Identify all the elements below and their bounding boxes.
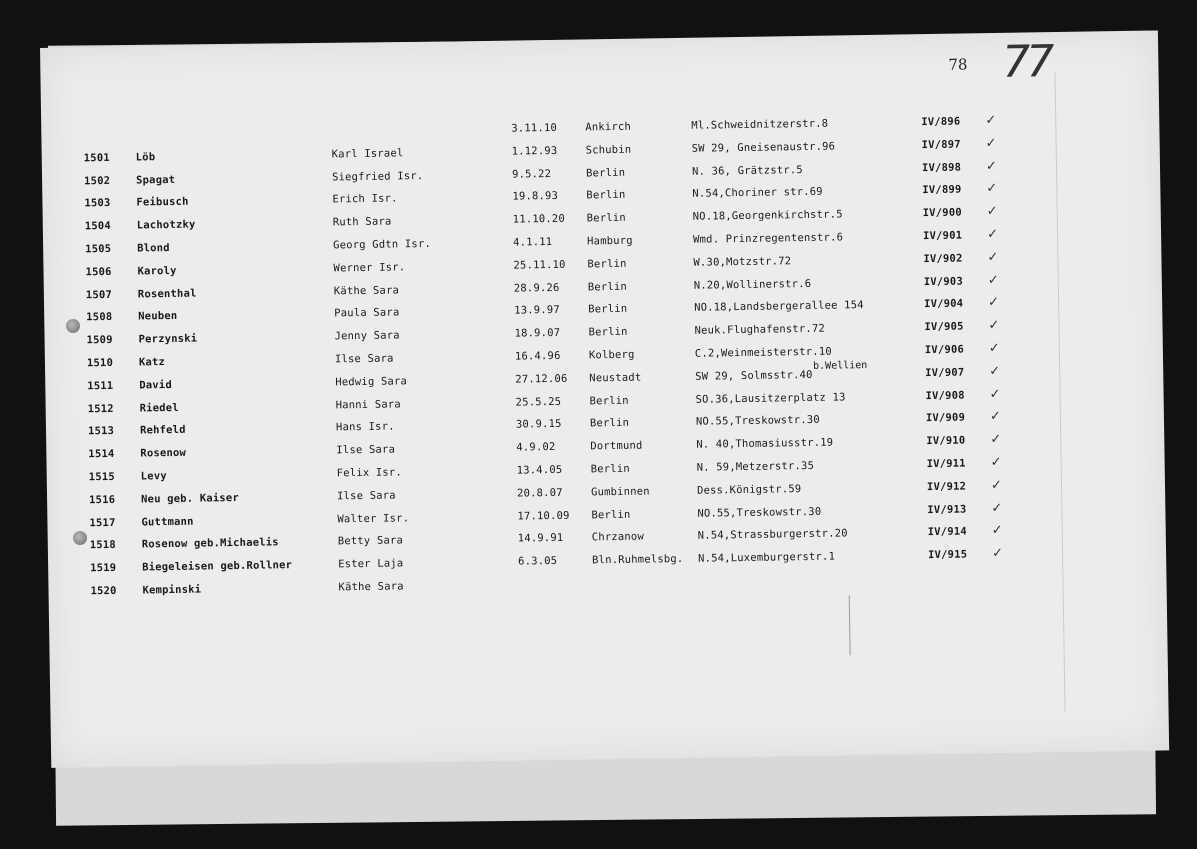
reference-number: IV/907	[925, 366, 965, 379]
row-number: 1505	[85, 242, 112, 256]
check-mark-icon: ✓	[986, 226, 999, 243]
reference-number: IV/899	[922, 183, 962, 197]
reference-number: IV/901	[922, 229, 963, 243]
birth-date: 27.12.06	[515, 372, 568, 386]
given-name: Paula Sara	[334, 306, 400, 320]
birth-date: 1.12.93	[511, 144, 558, 158]
row-number: 1511	[87, 379, 114, 393]
surname: Biegeleisen geb.Rollner	[142, 559, 293, 574]
birth-date: 17.10.09	[517, 509, 570, 523]
address: Neuk.Flughafenstr.72	[694, 322, 826, 337]
check-mark-icon: ✓	[988, 318, 1000, 334]
reference-number: IV/912	[926, 480, 967, 493]
row-number: 1519	[90, 562, 117, 575]
address: NO.55,Treskowstr.30	[697, 505, 822, 520]
birth-place: Gumbinnen	[590, 485, 650, 499]
check-mark-icon: ✓	[986, 181, 998, 197]
reference-number: IV/902	[923, 252, 963, 265]
reference-number: IV/905	[924, 320, 964, 334]
birth-place: Kolberg	[588, 348, 635, 362]
address: N.54,Strassburgerstr.20	[697, 527, 848, 543]
birth-date: 25.11.10	[513, 258, 566, 272]
birth-place: Berlin	[589, 417, 630, 430]
check-mark-icon: ✓	[990, 454, 1002, 471]
punch-hole-icon	[73, 531, 87, 545]
reference-number: IV/906	[924, 343, 965, 357]
birth-date: 14.9.91	[517, 532, 564, 545]
given-name: Ilse Sara	[336, 443, 396, 457]
given-name: Werner Isr.	[333, 261, 406, 275]
row-number: 1516	[89, 493, 116, 507]
document-sheet	[40, 30, 1169, 767]
given-name: Karl Israel	[331, 147, 404, 161]
surname: Neuben	[138, 310, 178, 323]
surname: Rosenow geb.Michaelis	[141, 536, 279, 551]
check-mark-icon: ✓	[988, 340, 1000, 357]
surname: Neu geb. Kaiser	[141, 491, 240, 506]
surname: Rosenthal	[137, 287, 197, 301]
surname: Levy	[140, 470, 167, 483]
given-name: Käthe Sara	[333, 283, 400, 298]
row-number: 1509	[86, 334, 113, 347]
address: N.54,Luxemburgerstr.1	[698, 550, 836, 565]
address: N. 59,Metzerstr.35	[696, 459, 815, 474]
surname: Rehfeld	[139, 424, 186, 437]
given-name: Ester Laja	[338, 557, 404, 571]
given-name: Felix Isr.	[336, 466, 403, 480]
birth-place: Schubin	[585, 143, 632, 157]
row-number: 1514	[88, 448, 115, 461]
reference-number: IV/908	[925, 389, 965, 402]
surname: Blond	[137, 241, 170, 255]
reference-number: IV/900	[922, 206, 962, 220]
row-number: 1508	[86, 311, 113, 324]
birth-date: 18.9.07	[514, 327, 561, 340]
address: N. 36, Grätzstr.5	[691, 163, 803, 178]
birth-place: Berlin	[588, 303, 628, 316]
row-number: 1501	[83, 151, 110, 165]
reference-number: IV/914	[927, 525, 967, 539]
given-name: Hans Isr.	[335, 420, 395, 434]
birth-date: 4.9.02	[516, 441, 556, 454]
given-name: Betty Sara	[337, 534, 404, 548]
check-mark-icon: ✓	[990, 432, 1002, 448]
row-number: 1510	[86, 356, 114, 370]
reference-number: IV/898	[921, 161, 962, 174]
reference-number: IV/911	[926, 457, 966, 471]
birth-date: 3.11.10	[511, 121, 558, 135]
handwritten-number: 77	[1001, 36, 1051, 88]
surname: Feibusch	[136, 196, 189, 209]
birth-date: 4.1.11	[513, 235, 553, 249]
surname: Guttmann	[141, 515, 194, 529]
given-name: Siegfried Isr.	[331, 169, 424, 184]
check-mark-icon: ✓	[990, 477, 1003, 493]
birth-place: Dortmund	[590, 439, 643, 453]
surname: Löb	[135, 150, 156, 164]
birth-place: Neustadt	[589, 371, 642, 385]
address: SW 29, Solmsstr.40	[695, 368, 813, 383]
address: NO.18,Georgenkirchstr.5	[692, 208, 843, 223]
birth-place: Berlin	[588, 325, 628, 339]
address: Ml.Schweidnitzerstr.8	[691, 117, 829, 132]
check-mark-icon: ✓	[989, 386, 1001, 402]
row-number: 1517	[89, 516, 116, 529]
row-number: 1503	[84, 197, 111, 210]
given-name: Erich Isr.	[332, 192, 398, 206]
address: W.30,Motzstr.72	[693, 255, 792, 269]
given-name: Hanni Sara	[335, 397, 401, 411]
check-mark-icon: ✓	[989, 409, 1001, 425]
address: Dess.Königstr.59	[696, 482, 802, 497]
birth-place: Ankirch	[585, 120, 632, 134]
birth-place: Berlin	[586, 212, 626, 225]
row-number: 1502	[83, 174, 111, 187]
punch-hole-icon	[66, 319, 80, 333]
birth-date: 11.10.20	[512, 212, 566, 226]
check-mark-icon: ✓	[991, 546, 1004, 562]
birth-date: 20.8.07	[516, 486, 563, 500]
birth-place: Berlin	[591, 508, 631, 521]
row-number: 1504	[84, 220, 111, 233]
birth-date: 19.8.93	[512, 190, 559, 203]
birth-place: Berlin	[586, 189, 626, 202]
surname: Spagat	[135, 173, 176, 187]
birth-date: 13.4.05	[516, 463, 563, 477]
reference-number: IV/909	[925, 411, 966, 425]
given-name: Ilse Sara	[336, 489, 396, 503]
reference-number: IV/915	[927, 548, 968, 562]
birth-place: Hamburg	[587, 234, 633, 248]
address: Wmd. Prinzregentenstr.6	[692, 231, 844, 246]
given-name: Jenny Sara	[334, 329, 400, 343]
given-name: Walter Isr.	[337, 511, 410, 525]
check-mark-icon: ✓	[985, 135, 997, 151]
address: C.2,Weinmeisterstr.10	[694, 345, 832, 360]
row-number: 1518	[89, 539, 117, 552]
divider-line	[849, 595, 851, 655]
surname: Katz	[138, 356, 166, 369]
row-number: 1515	[88, 470, 115, 484]
page-number: 78	[948, 55, 968, 74]
check-mark-icon: ✓	[989, 363, 1001, 379]
surname: Riedel	[139, 401, 179, 415]
row-number: 1520	[90, 584, 117, 598]
address: N. 40,Thomasiusstr.19	[696, 436, 834, 451]
address: NO.18,Landsbergerallee 154	[694, 299, 864, 315]
birth-date: 28.9.26	[513, 281, 560, 295]
reference-number: IV/896	[921, 115, 961, 129]
reference-number: IV/904	[924, 297, 964, 311]
check-mark-icon: ✓	[987, 249, 999, 265]
surname: Lachotzky	[136, 218, 196, 232]
surname: David	[139, 378, 173, 392]
given-name: Georg Gdtn Isr.	[333, 237, 432, 252]
birth-place: Berlin	[590, 462, 630, 476]
address: N.20,Wollinerstr.6	[693, 277, 812, 292]
birth-date: 9.5.22	[511, 167, 552, 181]
check-mark-icon: ✓	[987, 272, 999, 288]
given-name: Käthe Sara	[338, 580, 404, 594]
reference-number: IV/897	[921, 138, 961, 151]
check-mark-icon: ✓	[991, 523, 1003, 539]
check-mark-icon: ✓	[985, 158, 997, 174]
reference-number: IV/913	[927, 503, 967, 516]
birth-place: Berlin	[589, 394, 629, 408]
row-number: 1507	[85, 288, 113, 301]
check-mark-icon: ✓	[985, 112, 997, 129]
check-mark-icon: ✓	[986, 204, 998, 220]
address: N.54,Choriner str.69	[692, 186, 823, 201]
reference-number: IV/910	[926, 434, 966, 448]
side-note: b.Wellien	[813, 360, 868, 372]
surname: Karoly	[137, 264, 177, 278]
address: NO.55,Treskowstr.30	[695, 414, 820, 429]
birth-date: 16.4.96	[514, 349, 561, 363]
address: SW 29, Gneisenaustr.96	[691, 140, 836, 155]
given-name: Hedwig Sara	[335, 375, 408, 389]
birth-place: Chrzanow	[591, 530, 645, 544]
reference-number: IV/903	[923, 275, 964, 288]
check-mark-icon: ✓	[988, 295, 1000, 311]
row-number: 1506	[85, 265, 112, 279]
birth-date: 30.9.15	[515, 418, 562, 431]
given-name: Ilse Sara	[334, 352, 394, 366]
row-number: 1512	[87, 402, 114, 415]
given-name: Ruth Sara	[332, 215, 392, 229]
birth-date: 6.3.05	[518, 555, 558, 568]
surname: Perzynski	[138, 332, 198, 346]
birth-place: Berlin	[587, 257, 627, 271]
row-number: 1513	[87, 425, 115, 438]
birth-date: 13.9.97	[514, 304, 560, 317]
check-mark-icon: ✓	[991, 500, 1003, 516]
birth-place: Berlin	[587, 280, 628, 294]
birth-date: 25.5.25	[515, 395, 562, 409]
surname: Rosenow	[140, 446, 187, 460]
birth-place: Berlin	[585, 166, 626, 180]
address: SO.36,Lausitzerplatz 13	[695, 390, 846, 406]
birth-place: Bln.Ruhmelsbg.	[592, 553, 684, 567]
surname: Kempinski	[142, 583, 202, 597]
